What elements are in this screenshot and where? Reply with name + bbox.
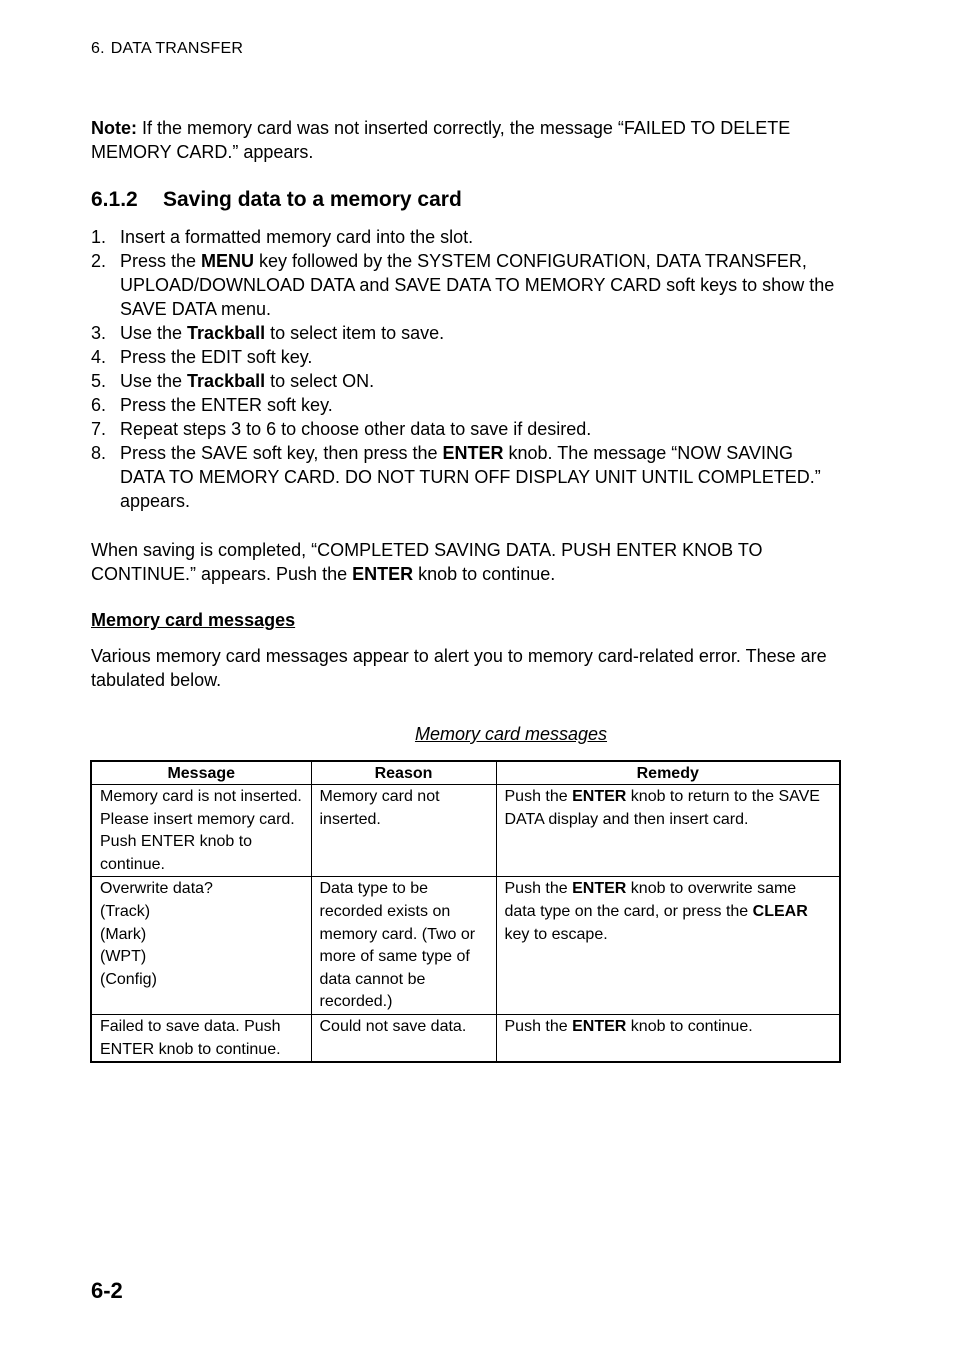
step-item bbox=[91, 321, 841, 345]
step-text-end: to select ON. bbox=[265, 371, 375, 391]
remedy-key: ENTER bbox=[572, 788, 627, 805]
step-text: Repeat steps 3 to 6 to choose other data to save if desired. bbox=[120, 419, 592, 439]
step-item bbox=[91, 369, 841, 393]
page-number: 6-2 bbox=[91, 1278, 123, 1303]
completion-text: When saving is completed, “COMPLETED SAVING DATA. PUSH ENTER KNOB TO CONTINUE.” appears. Push the bbox=[91, 540, 763, 584]
remedy-key: ENTER bbox=[572, 1017, 627, 1035]
remedy-key: ENTER bbox=[572, 880, 627, 898]
chapter-number: 6. bbox=[91, 40, 105, 57]
section-heading bbox=[91, 188, 462, 212]
procedure-steps bbox=[91, 225, 841, 513]
remedy-key: CLEAR bbox=[752, 902, 808, 920]
running-header bbox=[91, 40, 243, 58]
reason-cell: Could not save data. bbox=[311, 1014, 496, 1062]
memory-card-messages-table bbox=[90, 760, 841, 1063]
message-line: Overwrite data? bbox=[100, 880, 213, 898]
step-item bbox=[91, 249, 841, 321]
step-text: Press the bbox=[120, 251, 202, 271]
chapter-title: DATA TRANSFER bbox=[110, 40, 244, 57]
remedy-text: Push the bbox=[504, 788, 573, 805]
step-key: MENU bbox=[201, 251, 255, 271]
step-number: 4. bbox=[91, 347, 107, 367]
step-key: ENTER bbox=[442, 443, 504, 463]
section-title: Saving data to a memory card bbox=[163, 188, 462, 211]
table-header-row bbox=[91, 761, 840, 785]
note-paragraph bbox=[91, 116, 841, 164]
step-number: 3. bbox=[91, 323, 107, 343]
step-key: Trackball bbox=[187, 323, 266, 343]
remedy-cell bbox=[496, 1014, 840, 1062]
table-row bbox=[91, 785, 840, 877]
step-text: Press the ENTER soft key. bbox=[120, 395, 333, 415]
message-line: (Mark) bbox=[100, 925, 147, 943]
note-text: If the memory card was not inserted correctly, the message “FAILED TO DELETE MEMORY CARD.” appears. bbox=[91, 118, 791, 162]
reason-cell: Memory card not inserted. bbox=[311, 785, 496, 877]
table-caption: Memory card messages bbox=[414, 724, 608, 744]
step-number: 1. bbox=[91, 227, 107, 247]
header-reason: Reason bbox=[311, 761, 496, 785]
step-text: Use the bbox=[120, 371, 188, 391]
step-number: 6. bbox=[91, 395, 107, 415]
step-item bbox=[91, 417, 841, 441]
message-cell bbox=[91, 877, 311, 1015]
step-key: Trackball bbox=[187, 371, 266, 391]
step-text-end: knob. The message “NOW SAVING DATA TO MEMORY CARD. DO NOT TURN OFF DISPLAY UNIT UNTIL COMPLETED.” appears. bbox=[120, 443, 821, 511]
step-text-end: key followed by the SYSTEM CONFIGURATION, DATA TRANSFER, UPLOAD/DOWNLOAD DATA and SAVE DATA TO MEMORY CARD soft keys to show the SAVE DATA menu. bbox=[120, 251, 835, 319]
table-row bbox=[91, 877, 840, 1015]
completion-paragraph bbox=[91, 538, 841, 586]
remedy-text: knob to overwrite same data type on the card, or press the bbox=[504, 880, 797, 920]
header-message: Message bbox=[91, 761, 311, 785]
step-number: 7. bbox=[91, 419, 107, 439]
table-row bbox=[91, 1014, 840, 1062]
messages-intro: Various memory card messages appear to alert you to memory card-related error. These are tabulated below. bbox=[91, 646, 827, 690]
remedy-text: knob to return to the SAVE DATA display and then insert card. bbox=[504, 788, 820, 828]
remedy-text: knob to continue. bbox=[626, 1017, 753, 1035]
section-number: 6.1.2 bbox=[91, 188, 138, 211]
remedy-cell bbox=[496, 785, 840, 877]
message-line: (Track) bbox=[100, 902, 151, 920]
message-line: (Config) bbox=[100, 970, 157, 988]
note-label: Note: bbox=[91, 118, 137, 138]
step-number: 5. bbox=[91, 371, 107, 391]
step-text: Press the EDIT soft key. bbox=[120, 347, 313, 367]
message-cell: Memory card is not inserted. Please insert memory card. Push ENTER knob to continue. bbox=[91, 785, 311, 877]
message-line: (WPT) bbox=[100, 948, 147, 966]
completion-key: ENTER bbox=[352, 564, 414, 584]
step-number: 2. bbox=[91, 251, 107, 271]
step-item bbox=[91, 225, 841, 249]
step-text: Insert a formatted memory card into the slot. bbox=[120, 227, 474, 247]
step-item bbox=[91, 393, 841, 417]
step-item bbox=[91, 441, 841, 513]
message-cell: Failed to save data. Push ENTER knob to continue. bbox=[91, 1014, 311, 1062]
completion-text-end: knob to continue. bbox=[413, 564, 556, 584]
header-remedy: Remedy bbox=[496, 761, 840, 785]
step-text-end: to select item to save. bbox=[265, 323, 445, 343]
remedy-text: Push the bbox=[504, 1017, 573, 1035]
step-number: 8. bbox=[91, 443, 107, 463]
step-text: Use the bbox=[120, 323, 188, 343]
remedy-text: Push the bbox=[504, 880, 573, 898]
step-item bbox=[91, 345, 841, 369]
step-text: Press the SAVE soft key, then press the bbox=[120, 443, 443, 463]
remedy-text: key to escape. bbox=[504, 925, 608, 943]
reason-cell: Data type to be recorded exists on memory card. (Two or more of same type of data cannot be recorded.) bbox=[311, 877, 496, 1015]
remedy-cell bbox=[496, 877, 840, 1015]
messages-heading: Memory card messages bbox=[91, 610, 296, 630]
